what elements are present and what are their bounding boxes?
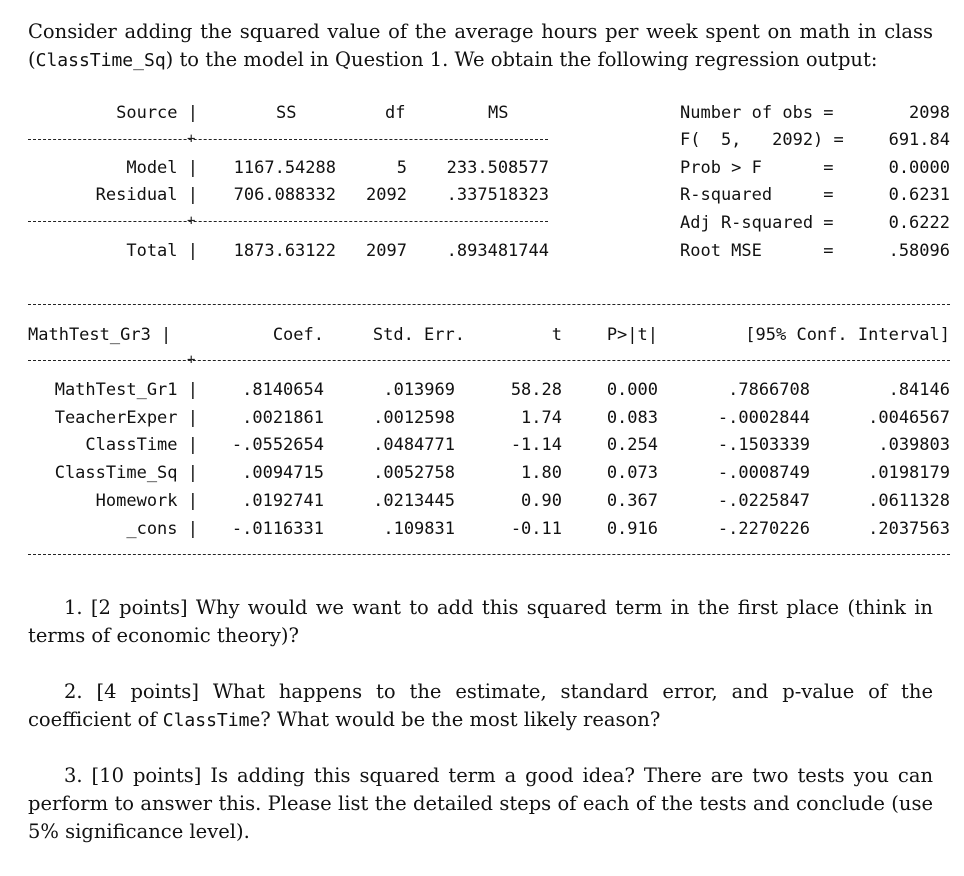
question-1 bbox=[28, 594, 933, 650]
coef-ci-low: -.0008749 bbox=[717, 463, 810, 483]
coef-p: 0.073 bbox=[606, 463, 658, 483]
stat-label: Prob > F = bbox=[680, 158, 834, 178]
intro-code: ClassTime_Sq bbox=[35, 50, 166, 71]
anova-cross: + bbox=[187, 213, 196, 229]
stat-value: 0.6231 bbox=[888, 185, 950, 205]
coef-ci-high: .0611328 bbox=[868, 491, 950, 511]
coef-bottom-rule bbox=[28, 554, 950, 555]
coef-var: ClassTime_Sq | bbox=[54, 463, 198, 483]
coef-header-ci: [95% Conf. Interval] bbox=[745, 325, 950, 345]
coef-se: .0213445 bbox=[373, 491, 455, 511]
coef-se: .013969 bbox=[383, 380, 455, 400]
question-2 bbox=[28, 678, 933, 735]
stat-label: R-squared = bbox=[680, 185, 834, 205]
anova-row-df: 5 bbox=[396, 158, 407, 178]
coef-t: 1.80 bbox=[521, 463, 562, 483]
stat-label: Root MSE = bbox=[680, 241, 834, 261]
coef-value: .0094715 bbox=[242, 463, 324, 483]
intro-paragraph bbox=[28, 18, 933, 75]
coef-t: 58.28 bbox=[510, 380, 562, 400]
anova-header-df: df bbox=[385, 103, 406, 123]
anova-row-ss: 706.088332 bbox=[233, 185, 336, 205]
coef-se: .0484771 bbox=[373, 435, 455, 455]
stat-value: 0.0000 bbox=[888, 158, 950, 178]
coef-ci-low: -.2270226 bbox=[717, 519, 810, 539]
coef-se: .0052758 bbox=[373, 463, 455, 483]
coef-value: -.0552654 bbox=[231, 435, 324, 455]
coef-var: MathTest_Gr1 | bbox=[54, 380, 198, 400]
anova-row-ss: 1167.54288 bbox=[233, 158, 336, 178]
stat-value: 691.84 bbox=[888, 130, 950, 150]
coef-ci-high: .039803 bbox=[878, 435, 950, 455]
coef-p: 0.916 bbox=[606, 519, 658, 539]
coef-header-t: t bbox=[551, 325, 562, 345]
coef-var: TeacherExper | bbox=[54, 408, 198, 428]
coef-ci-high: .84146 bbox=[888, 380, 950, 400]
anova-row-source: Residual | bbox=[95, 185, 198, 205]
anova-total-source: Total | bbox=[126, 241, 198, 261]
stat-label: Number of obs = bbox=[680, 103, 834, 123]
coef-var: ClassTime | bbox=[85, 435, 198, 455]
coef-var: _cons | bbox=[126, 519, 198, 539]
question-2-code: ClassTime bbox=[162, 710, 261, 731]
coef-header-coef: Coef. bbox=[272, 325, 324, 345]
coef-value: -.0116331 bbox=[231, 519, 324, 539]
coef-p: 0.367 bbox=[606, 491, 658, 511]
coef-ci-high: .0198179 bbox=[868, 463, 950, 483]
anova-header-source: Source | bbox=[116, 103, 198, 123]
coef-p: 0.000 bbox=[606, 380, 658, 400]
anova-row-source: Model | bbox=[126, 158, 198, 178]
coef-header-p: P>|t| bbox=[606, 325, 658, 345]
anova-row-df: 2092 bbox=[366, 185, 407, 205]
intro-text-2: ) to the model in Question 1. We obtain the following regression output: bbox=[165, 48, 878, 71]
coef-header-se: Std. Err. bbox=[372, 325, 465, 345]
coef-se: .109831 bbox=[383, 519, 455, 539]
coef-se: .0012598 bbox=[373, 408, 455, 428]
stat-value: 2098 bbox=[909, 103, 950, 123]
anova-row-ms: 233.508577 bbox=[446, 158, 549, 178]
coef-ci-low: -.0225847 bbox=[717, 491, 810, 511]
coef-ci-low: -.1503339 bbox=[717, 435, 810, 455]
coef-value: .0021861 bbox=[242, 408, 324, 428]
anova-total-ms: .893481744 bbox=[446, 241, 549, 261]
coef-p: 0.254 bbox=[606, 435, 658, 455]
coef-value: .8140654 bbox=[242, 380, 324, 400]
coef-ci-high: .0046567 bbox=[868, 408, 950, 428]
coef-ci-high: .2037563 bbox=[868, 519, 950, 539]
anova-header-ss: SS bbox=[276, 103, 297, 123]
anova-total-df: 2097 bbox=[366, 241, 407, 261]
coef-ci-low: -.0002844 bbox=[717, 408, 810, 428]
coef-cross: + bbox=[187, 352, 196, 368]
anova-row-ms: .337518323 bbox=[446, 185, 549, 205]
coef-t: -1.14 bbox=[510, 435, 562, 455]
stat-value: .58096 bbox=[888, 241, 950, 261]
coef-p: 0.083 bbox=[606, 408, 658, 428]
coef-var: Homework | bbox=[95, 491, 198, 511]
coef-t: 0.90 bbox=[521, 491, 562, 511]
coef-value: .0192741 bbox=[242, 491, 324, 511]
question-2-text-post: ? What would be the most likely reason? bbox=[260, 708, 661, 731]
stat-value: 0.6222 bbox=[888, 213, 950, 233]
question-3 bbox=[28, 762, 933, 846]
intro-text-1: Consider adding the squared value of the average hours per week spent on math in class ( bbox=[28, 20, 933, 71]
anova-separator bbox=[28, 139, 548, 140]
question-3-text: 3. [10 points] Is adding this squared term a good idea? There are two tests you can perform to answer this. Please list the detailed steps of each of the tests and conclude (use 5% significance level). bbox=[28, 764, 933, 843]
coef-ci-low: .7866708 bbox=[728, 380, 810, 400]
anova-total-ss: 1873.63122 bbox=[233, 241, 336, 261]
coef-header-rule bbox=[28, 360, 950, 361]
anova-header-ms: MS bbox=[488, 103, 509, 123]
question-2-text-pre: 2. [4 points] What happens to the estimate, standard error, and p-value of the coefficient of bbox=[28, 680, 933, 731]
anova-separator bbox=[28, 221, 548, 222]
stat-label: Adj R-squared = bbox=[680, 213, 834, 233]
coef-top-rule bbox=[28, 304, 950, 305]
stat-label: F( 5, 2092) = bbox=[680, 130, 844, 150]
coef-t: 1.74 bbox=[521, 408, 562, 428]
anova-cross: + bbox=[187, 131, 196, 147]
coef-t: -0.11 bbox=[510, 519, 562, 539]
question-1-text: 1. [2 points] Why would we want to add this squared term in the first place (think in terms of economic theory)? bbox=[28, 596, 933, 647]
coef-header-var: MathTest_Gr3 | bbox=[28, 325, 172, 345]
